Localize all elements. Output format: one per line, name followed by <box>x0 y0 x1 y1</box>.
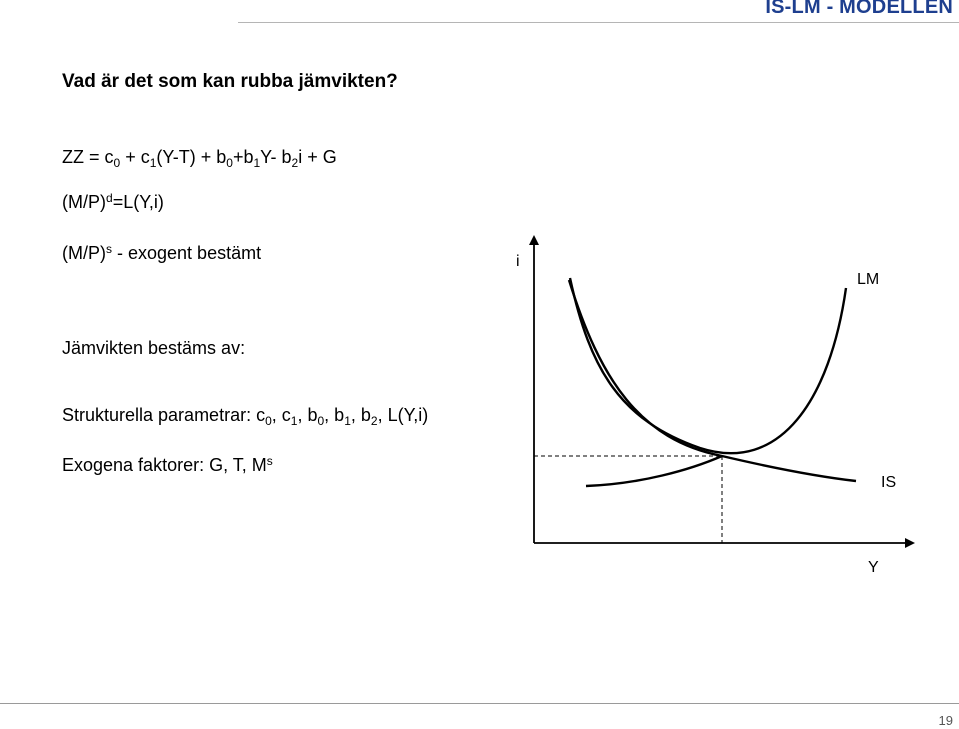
equilibrium-text: Jämvikten bestäms av: <box>62 338 246 358</box>
lm-curve <box>570 278 846 453</box>
is-label: IS <box>881 474 897 491</box>
zz-part-5: Y- b <box>260 147 292 167</box>
str-part-2: , c <box>271 405 291 425</box>
zz-part-1: ZZ = c <box>62 147 114 167</box>
ms-part-2: - exogent bestämt <box>112 243 262 263</box>
str-sub-1: 0 <box>265 414 272 428</box>
is-curve-lower <box>586 456 722 486</box>
footer-divider <box>0 703 959 704</box>
str-sub-5: 2 <box>370 414 378 428</box>
str-sub-3: 0 <box>317 414 325 428</box>
md-part-1: (M/P) <box>62 192 106 212</box>
zz-part-6: i + G <box>298 147 337 167</box>
str-part-1: Strukturella parametrar: c <box>62 405 266 425</box>
str-sub-4: 1 <box>344 414 351 428</box>
str-part-6: , L(Y,i) <box>377 405 429 425</box>
y-axis-label: i <box>516 253 520 270</box>
zz-sub-5: 2 <box>291 156 299 170</box>
md-part-2: =L(Y,i) <box>112 192 164 212</box>
lm-label: LM <box>857 271 880 288</box>
ms-part-1: (M/P) <box>62 243 106 263</box>
zz-part-3: (Y-T) + b <box>156 147 227 167</box>
header-title: IS-LM - MODELLEN <box>765 0 953 18</box>
zz-sub-2: 1 <box>149 156 157 170</box>
slide-title: Vad är det som kan rubba jämvikten? <box>62 71 398 92</box>
zz-part-2: + c <box>120 147 150 167</box>
exo-sup: s <box>266 454 273 468</box>
x-axis-label: Y <box>868 559 879 576</box>
str-sub-2: 1 <box>290 414 298 428</box>
str-part-4: , b <box>324 405 345 425</box>
str-part-5: , b <box>350 405 371 425</box>
zz-part-4: +b <box>232 147 254 167</box>
zz-sub-3: 0 <box>226 156 233 170</box>
md-sup: d <box>106 191 113 205</box>
page-number: 19 <box>938 713 953 728</box>
ms-sup: s <box>106 242 112 256</box>
zz-sub-4: 1 <box>253 156 261 170</box>
exo-part-1: Exogena faktorer: G, T, M <box>62 455 267 475</box>
str-part-3: , b <box>297 405 318 425</box>
zz-sub-1: 0 <box>113 156 121 170</box>
